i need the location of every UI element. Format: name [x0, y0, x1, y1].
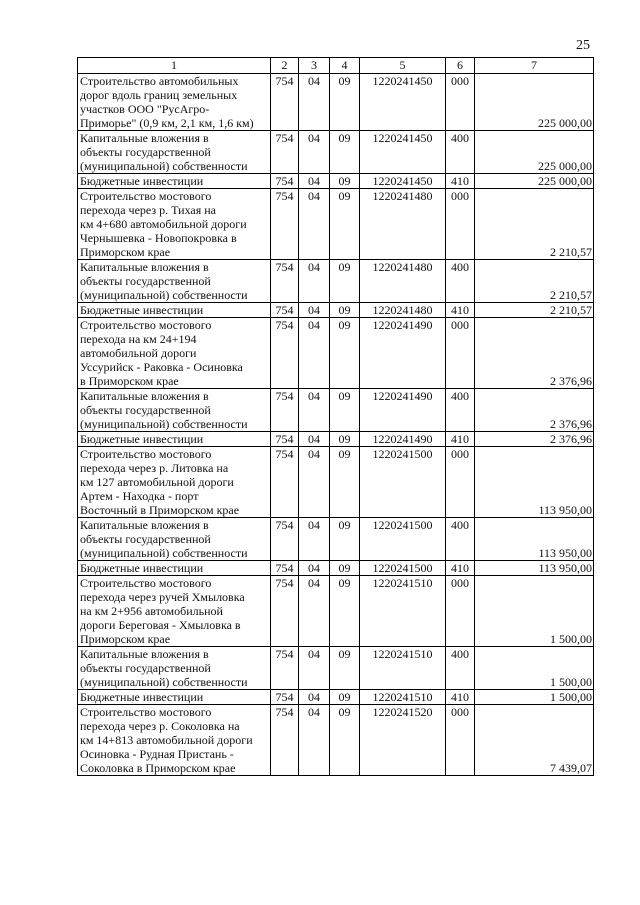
- budget-table: [77, 57, 594, 776]
- expense-type-cell: 400: [446, 389, 475, 432]
- amount-cell: 2 210,57: [475, 189, 594, 260]
- section-code-cell: 04: [299, 131, 330, 174]
- ministry-code-cell: 754: [271, 690, 299, 705]
- subsection-code-cell: 09: [330, 647, 360, 690]
- ministry-code-cell: 754: [271, 705, 299, 776]
- subsection-code-cell: 09: [330, 74, 360, 131]
- row-name-cell: Капитальные вложения в объекты государственной (муниципальной) собственности: [78, 131, 271, 174]
- table-row: [78, 518, 594, 561]
- amount-cell: 2 210,57: [475, 260, 594, 303]
- expense-type-cell: 000: [446, 576, 475, 647]
- row-name-cell: Бюджетные инвестиции: [78, 303, 271, 318]
- amount-cell: 2 376,96: [475, 318, 594, 389]
- table-row: [78, 576, 594, 647]
- expense-type-cell: 410: [446, 561, 475, 576]
- amount-cell: 225 000,00: [475, 174, 594, 189]
- amount-cell: 1 500,00: [475, 690, 594, 705]
- column-header: 3: [299, 58, 330, 74]
- table-header-row: [78, 58, 594, 74]
- subsection-code-cell: 09: [330, 705, 360, 776]
- section-code-cell: 04: [299, 389, 330, 432]
- subsection-code-cell: 09: [330, 518, 360, 561]
- ministry-code-cell: 754: [271, 131, 299, 174]
- ministry-code-cell: 754: [271, 389, 299, 432]
- amount-cell: 225 000,00: [475, 131, 594, 174]
- amount-cell: 7 439,07: [475, 705, 594, 776]
- section-code-cell: 04: [299, 705, 330, 776]
- target-code-cell: 1220241510: [360, 647, 446, 690]
- amount-cell: 113 950,00: [475, 561, 594, 576]
- ministry-code-cell: 754: [271, 432, 299, 447]
- row-name-cell: Капитальные вложения в объекты государственной (муниципальной) собственности: [78, 518, 271, 561]
- ministry-code-cell: 754: [271, 318, 299, 389]
- table-row: [78, 690, 594, 705]
- table-row: [78, 131, 594, 174]
- target-code-cell: 1220241480: [360, 189, 446, 260]
- section-code-cell: 04: [299, 447, 330, 518]
- ministry-code-cell: 754: [271, 447, 299, 518]
- amount-cell: 2 210,57: [475, 303, 594, 318]
- subsection-code-cell: 09: [330, 561, 360, 576]
- expense-type-cell: 400: [446, 647, 475, 690]
- ministry-code-cell: 754: [271, 174, 299, 189]
- row-name-cell: Бюджетные инвестиции: [78, 432, 271, 447]
- subsection-code-cell: 09: [330, 432, 360, 447]
- row-name-cell: Строительство автомобильных дорог вдоль границ земельных участков ООО "РусАгро- Приморье" (0,9 км, 2,1 км, 1,6 км): [78, 74, 271, 131]
- table-row: [78, 303, 594, 318]
- expense-type-cell: 400: [446, 131, 475, 174]
- column-header: 2: [271, 58, 299, 74]
- column-header: 4: [330, 58, 360, 74]
- subsection-code-cell: 09: [330, 389, 360, 432]
- column-header: 6: [446, 58, 475, 74]
- column-header: 5: [360, 58, 446, 74]
- row-name-cell: Капитальные вложения в объекты государственной (муниципальной) собственности: [78, 260, 271, 303]
- row-name-cell: Строительство мостового перехода на км 24+194 автомобильной дороги Уссурийск - Раковка - Осиновка в Приморском крае: [78, 318, 271, 389]
- amount-cell: 2 376,96: [475, 432, 594, 447]
- subsection-code-cell: 09: [330, 690, 360, 705]
- row-name-cell: Строительство мостового перехода через р. Соколовка на км 14+813 автомобильной дороги Осиновка - Рудная Пристань - Соколовка в Приморском крае: [78, 705, 271, 776]
- expense-type-cell: 400: [446, 518, 475, 561]
- ministry-code-cell: 754: [271, 561, 299, 576]
- amount-cell: 2 376,96: [475, 389, 594, 432]
- section-code-cell: 04: [299, 318, 330, 389]
- section-code-cell: 04: [299, 690, 330, 705]
- subsection-code-cell: 09: [330, 174, 360, 189]
- row-name-cell: Строительство мостового перехода через р. Тихая на км 4+680 автомобильной дороги Чернышевка - Новопокровка в Приморском крае: [78, 189, 271, 260]
- ministry-code-cell: 754: [271, 647, 299, 690]
- expense-type-cell: 400: [446, 260, 475, 303]
- subsection-code-cell: 09: [330, 576, 360, 647]
- amount-cell: 113 950,00: [475, 518, 594, 561]
- target-code-cell: 1220241490: [360, 389, 446, 432]
- target-code-cell: 1220241450: [360, 174, 446, 189]
- subsection-code-cell: 09: [330, 447, 360, 518]
- table-row: [78, 705, 594, 776]
- section-code-cell: 04: [299, 647, 330, 690]
- expense-type-cell: 000: [446, 189, 475, 260]
- target-code-cell: 1220241500: [360, 518, 446, 561]
- amount-cell: 113 950,00: [475, 447, 594, 518]
- target-code-cell: 1220241510: [360, 690, 446, 705]
- page-number: 25: [576, 38, 590, 53]
- expense-type-cell: 000: [446, 447, 475, 518]
- table-row: [78, 447, 594, 518]
- row-name-cell: Бюджетные инвестиции: [78, 561, 271, 576]
- target-code-cell: 1220241480: [360, 260, 446, 303]
- row-name-cell: Капитальные вложения в объекты государственной (муниципальной) собственности: [78, 647, 271, 690]
- amount-cell: 1 500,00: [475, 576, 594, 647]
- expense-type-cell: 000: [446, 705, 475, 776]
- target-code-cell: 1220241490: [360, 318, 446, 389]
- table-row: [78, 189, 594, 260]
- section-code-cell: 04: [299, 432, 330, 447]
- ministry-code-cell: 754: [271, 576, 299, 647]
- table-row: [78, 432, 594, 447]
- section-code-cell: 04: [299, 174, 330, 189]
- amount-cell: 1 500,00: [475, 647, 594, 690]
- target-code-cell: 1220241450: [360, 131, 446, 174]
- subsection-code-cell: 09: [330, 303, 360, 318]
- section-code-cell: 04: [299, 303, 330, 318]
- row-name-cell: Капитальные вложения в объекты государственной (муниципальной) собственности: [78, 389, 271, 432]
- ministry-code-cell: 754: [271, 74, 299, 131]
- row-name-cell: Строительство мостового перехода через р. Литовка на км 127 автомобильной дороги Артем - Находка - порт Восточный в Приморском крае: [78, 447, 271, 518]
- expense-type-cell: 000: [446, 74, 475, 131]
- section-code-cell: 04: [299, 561, 330, 576]
- expense-type-cell: 410: [446, 432, 475, 447]
- target-code-cell: 1220241450: [360, 74, 446, 131]
- row-name-cell: Бюджетные инвестиции: [78, 174, 271, 189]
- table-row: [78, 318, 594, 389]
- table-row: [78, 561, 594, 576]
- subsection-code-cell: 09: [330, 131, 360, 174]
- table-body: [78, 74, 594, 776]
- row-name-cell: Строительство мостового перехода через ручей Хмыловка на км 2+956 автомобильной дороги Береговая - Хмыловка в Приморском крае: [78, 576, 271, 647]
- subsection-code-cell: 09: [330, 318, 360, 389]
- table-row: [78, 260, 594, 303]
- section-code-cell: 04: [299, 576, 330, 647]
- ministry-code-cell: 754: [271, 518, 299, 561]
- target-code-cell: 1220241500: [360, 447, 446, 518]
- expense-type-cell: 410: [446, 174, 475, 189]
- row-name-cell: Бюджетные инвестиции: [78, 690, 271, 705]
- expense-type-cell: 000: [446, 318, 475, 389]
- section-code-cell: 04: [299, 260, 330, 303]
- ministry-code-cell: 754: [271, 303, 299, 318]
- ministry-code-cell: 754: [271, 189, 299, 260]
- expense-type-cell: 410: [446, 303, 475, 318]
- table-row: [78, 389, 594, 432]
- target-code-cell: 1220241520: [360, 705, 446, 776]
- amount-cell: 225 000,00: [475, 74, 594, 131]
- section-code-cell: 04: [299, 518, 330, 561]
- section-code-cell: 04: [299, 189, 330, 260]
- table-row: [78, 647, 594, 690]
- target-code-cell: 1220241480: [360, 303, 446, 318]
- expense-type-cell: 410: [446, 690, 475, 705]
- table-row: [78, 174, 594, 189]
- section-code-cell: 04: [299, 74, 330, 131]
- column-header: 1: [78, 58, 271, 74]
- subsection-code-cell: 09: [330, 189, 360, 260]
- subsection-code-cell: 09: [330, 260, 360, 303]
- target-code-cell: 1220241500: [360, 561, 446, 576]
- table-row: [78, 74, 594, 131]
- target-code-cell: 1220241510: [360, 576, 446, 647]
- ministry-code-cell: 754: [271, 260, 299, 303]
- target-code-cell: 1220241490: [360, 432, 446, 447]
- column-header: 7: [475, 58, 594, 74]
